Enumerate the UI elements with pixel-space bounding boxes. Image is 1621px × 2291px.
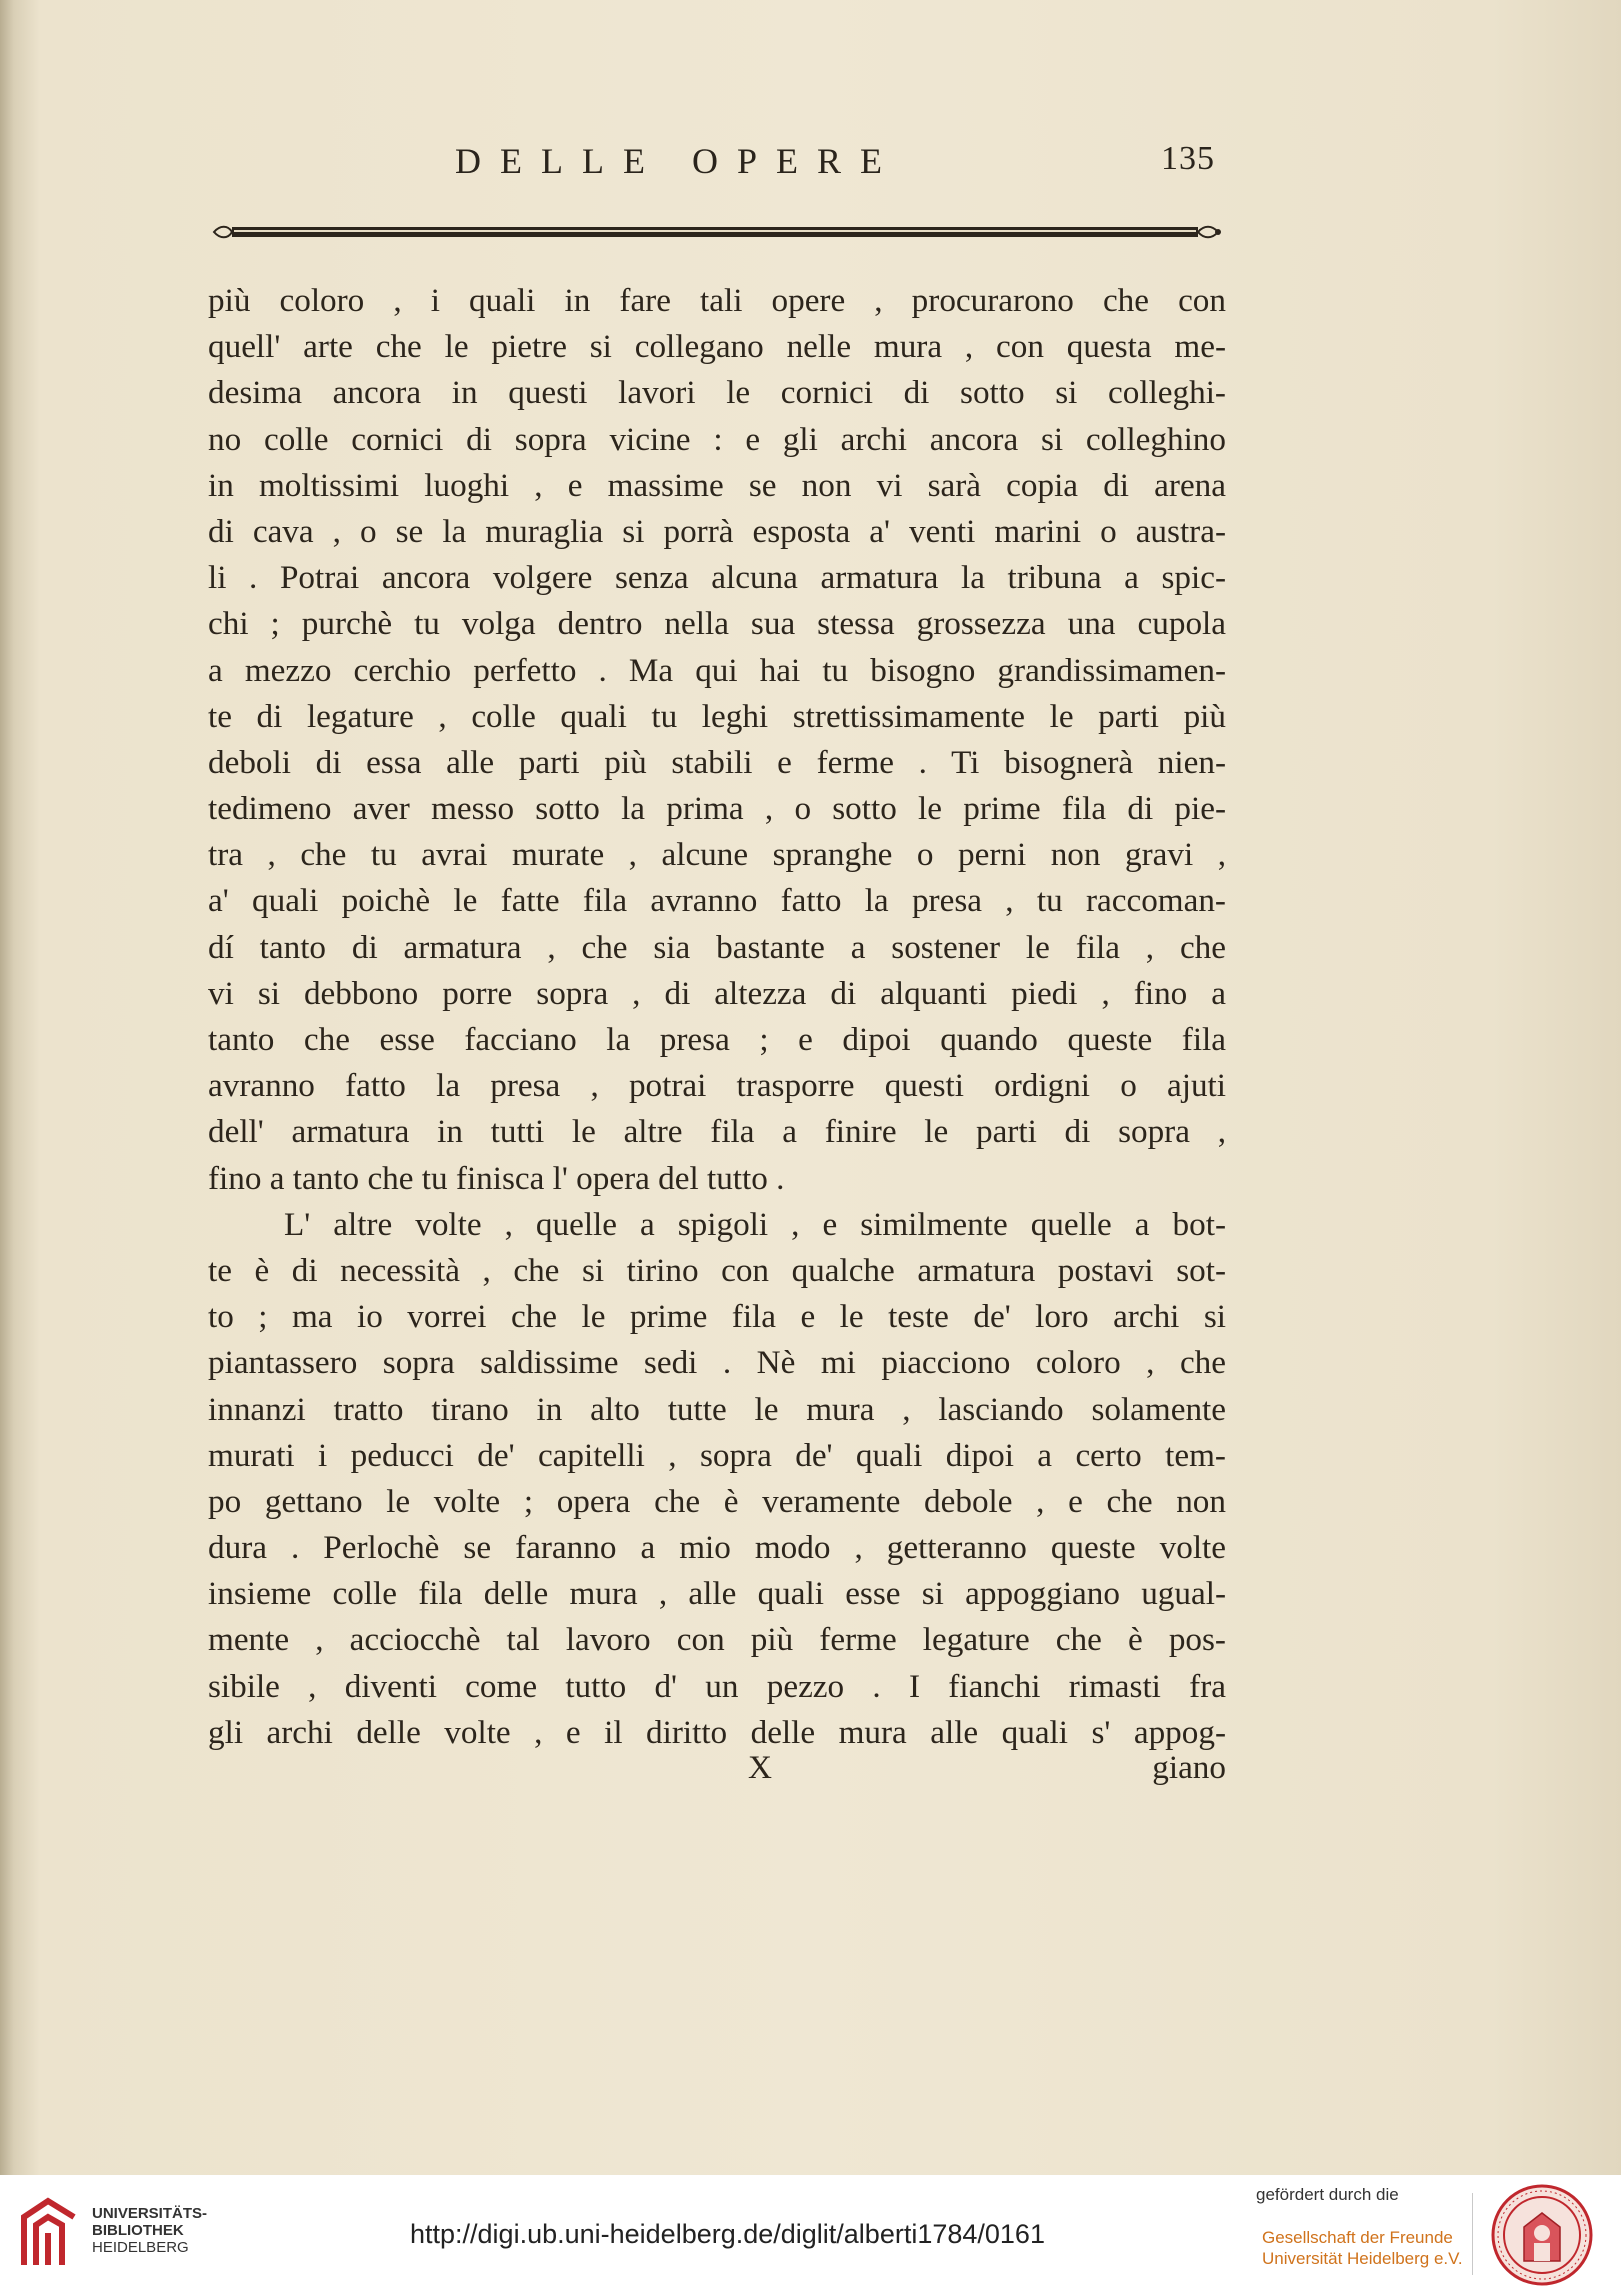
text-line: a mezzo cerchio perfetto . Ma qui hai tu bisogno grandissimamen- — [208, 651, 1226, 689]
text-line: innanzi tratto tirano in alto tutte le mura , lasciando solamente — [208, 1390, 1226, 1428]
text-line: desima ancora in questi lavori le cornici di sotto si colleghi- — [208, 374, 1226, 412]
library-name-line: HEIDELBERG — [92, 2239, 189, 2256]
text-line: L' altre volte , quelle a spigoli , e similmente quelle a bot- — [284, 1205, 1226, 1243]
society-name — [1262, 2227, 1463, 2269]
text-line: te di legature , colle quali tu leghi strettissimamente le parti più — [208, 697, 1226, 735]
running-head: DELLE OPERE — [455, 141, 901, 181]
university-seal-icon — [1490, 2183, 1594, 2287]
text-line: to ; ma io vorrei che le prime fila e le teste de' loro archi si — [208, 1298, 1226, 1336]
text-line: mente , acciocchè tal lavoro con più ferme legature che è pos- — [208, 1621, 1226, 1659]
signature-mark: X — [748, 1749, 772, 1786]
text-line: di cava , o se la muraglia si porrà esposta a' venti marini o austra- — [208, 512, 1226, 550]
text-line: no colle cornici di sopra vicine : e gli archi ancora si colleghino — [208, 420, 1226, 458]
text-line: dura . Perlochè se faranno a mio modo , getteranno queste volte — [208, 1529, 1226, 1567]
text-line: in moltissimi luoghi , e massime se non vi sarà copia di arena — [208, 466, 1226, 504]
catchword: giano — [1152, 1749, 1226, 1786]
library-name-line: UNIVERSITÄTS- — [92, 2205, 208, 2222]
text-line: a' quali poichè le fatte fila avranno fatto la presa , tu raccoman- — [208, 882, 1226, 920]
text-line: fino a tanto che tu finisca l' opera del tutto . — [208, 1159, 785, 1197]
text-line: li . Potrai ancora volgere senza alcuna armatura la tribuna a spic- — [208, 559, 1226, 597]
body-text — [208, 278, 1226, 1756]
text-line: sibile , diventi come tutto d' un pezzo . I fianchi rimasti fra — [208, 1667, 1226, 1705]
text-line: quell' arte che le pietre si collegano nelle mura , con questa me- — [208, 328, 1226, 366]
funded-by-label: gefördert durch die — [1256, 2185, 1399, 2204]
university-library-logo-icon — [18, 2195, 80, 2271]
ornamental-rule — [212, 224, 1222, 240]
text-line: dí tanto di armatura , che sia bastante a sostener le fila , che — [208, 928, 1226, 966]
text-line: dell' armatura in tutti le altre fila a finire le parti di sopra , — [208, 1113, 1226, 1151]
text-line: tra , che tu avrai murate , alcune spranghe o perni non gravi , — [208, 836, 1226, 874]
text-line: chi ; purchè tu volga dentro nella sua stessa grossezza una cupola — [208, 605, 1226, 643]
page-number: 135 — [1161, 140, 1215, 177]
text-line: po gettano le volte ; opera che è veramente debole , e che non — [208, 1482, 1226, 1520]
text-line: gli archi delle volte , e il diritto delle mura alle quali s' appog- — [208, 1713, 1226, 1751]
viewer-footer-bar — [0, 2175, 1621, 2291]
university-library-name — [92, 2205, 207, 2256]
text-line: piantassero sopra saldissime sedi . Nè mi piacciono coloro , che — [208, 1344, 1226, 1382]
text-line: tanto che esse facciano la presa ; e dipoi quando queste fila — [208, 1021, 1226, 1058]
text-line: vi si debbono porre sopra , di altezza di alquanti piedi , fino a — [208, 974, 1226, 1012]
text-line: deboli di essa alle parti più stabili e ferme . Ti bisognerà nien- — [208, 743, 1226, 781]
text-line: insieme colle fila delle mura , alle quali esse si appoggiano ugual- — [208, 1575, 1226, 1613]
text-line: avranno fatto la presa , potrai trasporre questi ordigni o ajuti — [208, 1067, 1226, 1105]
footer-divider — [1472, 2193, 1473, 2275]
library-name-line: BIBLIOTHEK — [92, 2222, 184, 2239]
text-line: murati i peducci de' capitelli , sopra de' quali dipoi a certo tem- — [208, 1436, 1226, 1474]
page-header — [455, 140, 1215, 182]
society-name-line: Universität Heidelberg e.V. — [1262, 2249, 1463, 2268]
page-footer — [208, 1749, 1226, 1795]
text-line: più coloro , i quali in fare tali opere , procurarono che con — [208, 282, 1226, 319]
text-line: te è di necessità , che si tirino con qualche armatura postavi sot- — [208, 1251, 1226, 1289]
society-name-line: Gesellschaft der Freunde — [1262, 2228, 1453, 2247]
permalink-url[interactable]: http://digi.ub.uni-heidelberg.de/diglit/alberti1784/0161 — [410, 2219, 1045, 2249]
text-line: tedimeno aver messo sotto la prima , o sotto le prime fila di pie- — [208, 790, 1226, 828]
